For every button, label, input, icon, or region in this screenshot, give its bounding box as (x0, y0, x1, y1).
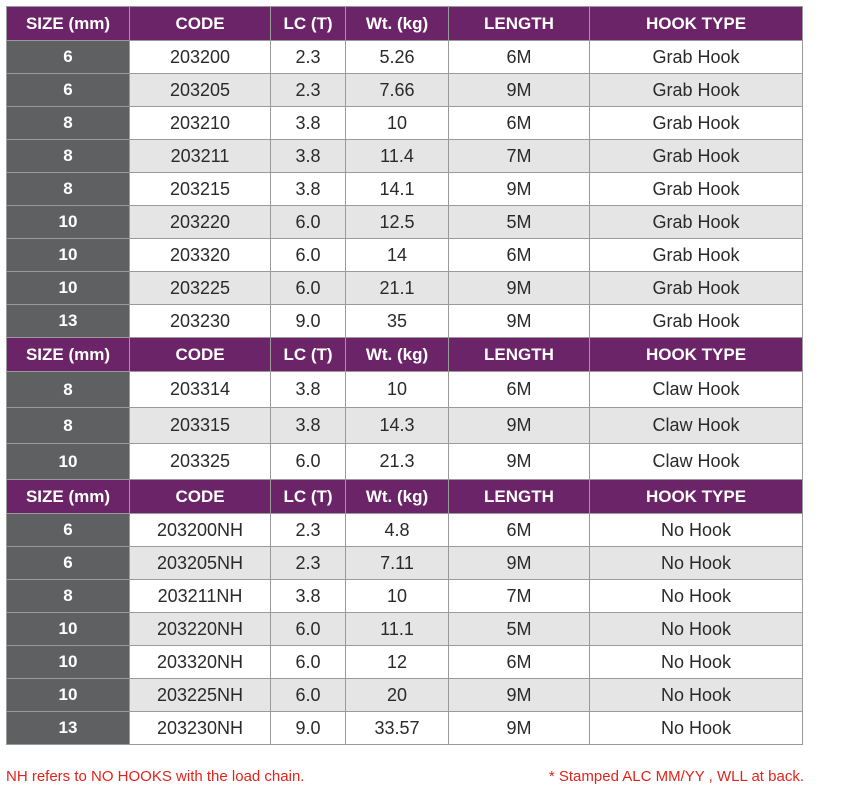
table-cell: 9M (449, 173, 590, 206)
table-row (7, 239, 803, 272)
size-cell: 10 (7, 679, 130, 712)
table-cell: 6.0 (271, 679, 346, 712)
table-cell: 203325 (130, 444, 271, 480)
table-cell: 203320NH (130, 646, 271, 679)
table-cell: 203225NH (130, 679, 271, 712)
table-cell: 203314 (130, 372, 271, 408)
column-header: SIZE (mm) (7, 338, 130, 372)
table-row (7, 679, 803, 712)
column-header: LC (T) (271, 480, 346, 514)
table-cell: 35 (346, 305, 449, 338)
table-cell: 203225 (130, 272, 271, 305)
table-cell: 20 (346, 679, 449, 712)
column-header: CODE (130, 338, 271, 372)
footnote-stamped: * Stamped ALC MM/YY , WLL at back. (548, 768, 804, 785)
table-cell: 3.8 (271, 107, 346, 140)
table-cell: 203200NH (130, 514, 271, 547)
table-row (7, 372, 803, 408)
table-cell: 203320 (130, 239, 271, 272)
table-cell: 203230 (130, 305, 271, 338)
table-cell: 9M (449, 444, 590, 480)
table-row (7, 580, 803, 613)
table-row (7, 74, 803, 107)
table-cell: Grab Hook (590, 173, 803, 206)
table-cell: 203211NH (130, 580, 271, 613)
table-cell: 6M (449, 107, 590, 140)
table-cell: 203215 (130, 173, 271, 206)
table-cell: 21.3 (346, 444, 449, 480)
footer-notes (6, 768, 806, 788)
size-cell: 6 (7, 41, 130, 74)
size-cell: 13 (7, 305, 130, 338)
size-cell: 13 (7, 712, 130, 745)
table-cell: 14 (346, 239, 449, 272)
table-cell: No Hook (590, 514, 803, 547)
table-row (7, 444, 803, 480)
table-cell: 7M (449, 580, 590, 613)
table-cell: 2.3 (271, 547, 346, 580)
size-cell: 6 (7, 74, 130, 107)
column-header: LC (T) (271, 338, 346, 372)
table-cell: 9M (449, 679, 590, 712)
table-cell: 9M (449, 272, 590, 305)
table-cell: 203205 (130, 74, 271, 107)
table-cell: 203315 (130, 408, 271, 444)
table-cell: Grab Hook (590, 305, 803, 338)
chain-spec-tables (6, 6, 802, 745)
table-cell: No Hook (590, 679, 803, 712)
size-cell: 6 (7, 514, 130, 547)
table-cell: 6.0 (271, 646, 346, 679)
table-cell: 11.4 (346, 140, 449, 173)
column-header: Wt. (kg) (346, 7, 449, 41)
column-header: CODE (130, 7, 271, 41)
header-row-claw-hook (7, 338, 803, 372)
footnote-nh: NH refers to NO HOOKS with the load chain. (6, 768, 305, 785)
table-row (7, 107, 803, 140)
table-cell: 7.66 (346, 74, 449, 107)
table-row (7, 140, 803, 173)
table-cell: 14.1 (346, 173, 449, 206)
column-header: LENGTH (449, 338, 590, 372)
column-header: SIZE (mm) (7, 480, 130, 514)
table-cell: 9.0 (271, 712, 346, 745)
table-cell: 9M (449, 408, 590, 444)
table-cell: No Hook (590, 646, 803, 679)
spec-table (6, 6, 803, 745)
size-cell: 10 (7, 206, 130, 239)
table-cell: Grab Hook (590, 107, 803, 140)
table-row (7, 206, 803, 239)
table-cell: No Hook (590, 712, 803, 745)
column-header: LENGTH (449, 7, 590, 41)
table-cell: 21.1 (346, 272, 449, 305)
table-cell: 6.0 (271, 444, 346, 480)
table-cell: Grab Hook (590, 74, 803, 107)
table-cell: 9M (449, 712, 590, 745)
table-cell: 7M (449, 140, 590, 173)
table-cell: 2.3 (271, 514, 346, 547)
table-cell: Grab Hook (590, 239, 803, 272)
header-row-no-hook (7, 480, 803, 514)
table-cell: 10 (346, 107, 449, 140)
table-cell: 203220 (130, 206, 271, 239)
table-cell: 6M (449, 372, 590, 408)
table-cell: 6.0 (271, 613, 346, 646)
table-cell: No Hook (590, 547, 803, 580)
table-cell: Grab Hook (590, 41, 803, 74)
table-cell: 203200 (130, 41, 271, 74)
table-cell: Claw Hook (590, 444, 803, 480)
column-header: LENGTH (449, 480, 590, 514)
size-cell: 8 (7, 372, 130, 408)
table-cell: 3.8 (271, 173, 346, 206)
table-cell: Grab Hook (590, 206, 803, 239)
table-cell: 9M (449, 547, 590, 580)
size-cell: 10 (7, 239, 130, 272)
column-header: HOOK TYPE (590, 7, 803, 41)
table-cell: 203211 (130, 140, 271, 173)
size-cell: 8 (7, 107, 130, 140)
column-header: CODE (130, 480, 271, 514)
table-cell: 2.3 (271, 74, 346, 107)
table-cell: 6M (449, 239, 590, 272)
table-row (7, 272, 803, 305)
table-cell: 6M (449, 41, 590, 74)
size-cell: 8 (7, 580, 130, 613)
size-cell: 8 (7, 173, 130, 206)
size-cell: 10 (7, 272, 130, 305)
size-cell: 6 (7, 547, 130, 580)
table-row (7, 712, 803, 745)
spec-table-body (7, 7, 803, 745)
column-header: HOOK TYPE (590, 338, 803, 372)
table-cell: 203230NH (130, 712, 271, 745)
size-cell: 8 (7, 408, 130, 444)
table-row (7, 514, 803, 547)
table-cell: Claw Hook (590, 408, 803, 444)
table-cell: Grab Hook (590, 140, 803, 173)
table-cell: No Hook (590, 580, 803, 613)
column-header: Wt. (kg) (346, 338, 449, 372)
table-row (7, 173, 803, 206)
column-header: HOOK TYPE (590, 480, 803, 514)
table-cell: 9.0 (271, 305, 346, 338)
table-cell: 2.3 (271, 41, 346, 74)
table-cell: 203220NH (130, 613, 271, 646)
size-cell: 8 (7, 140, 130, 173)
table-cell: 10 (346, 372, 449, 408)
size-cell: 10 (7, 613, 130, 646)
table-cell: 5.26 (346, 41, 449, 74)
table-cell: 3.8 (271, 140, 346, 173)
table-row (7, 41, 803, 74)
table-cell: 6.0 (271, 272, 346, 305)
table-cell: 6M (449, 514, 590, 547)
table-cell: 9M (449, 74, 590, 107)
table-cell: 11.1 (346, 613, 449, 646)
header-row-grab-hook (7, 7, 803, 41)
table-cell: 33.57 (346, 712, 449, 745)
table-cell: Claw Hook (590, 372, 803, 408)
table-cell: 5M (449, 613, 590, 646)
table-cell: 6.0 (271, 206, 346, 239)
table-row (7, 613, 803, 646)
table-cell: 3.8 (271, 372, 346, 408)
table-cell: 4.8 (346, 514, 449, 547)
table-cell: 203205NH (130, 547, 271, 580)
table-cell: 6.0 (271, 239, 346, 272)
table-cell: 14.3 (346, 408, 449, 444)
table-cell: No Hook (590, 613, 803, 646)
table-cell: 203210 (130, 107, 271, 140)
size-cell: 10 (7, 444, 130, 480)
table-row (7, 305, 803, 338)
column-header: Wt. (kg) (346, 480, 449, 514)
table-row (7, 547, 803, 580)
table-row (7, 408, 803, 444)
table-cell: 12 (346, 646, 449, 679)
table-cell: 5M (449, 206, 590, 239)
table-cell: 6M (449, 646, 590, 679)
column-header: SIZE (mm) (7, 7, 130, 41)
table-cell: 9M (449, 305, 590, 338)
table-cell: Grab Hook (590, 272, 803, 305)
table-cell: 7.11 (346, 547, 449, 580)
table-cell: 12.5 (346, 206, 449, 239)
table-cell: 3.8 (271, 408, 346, 444)
table-cell: 3.8 (271, 580, 346, 613)
table-cell: 10 (346, 580, 449, 613)
size-cell: 10 (7, 646, 130, 679)
table-row (7, 646, 803, 679)
column-header: LC (T) (271, 7, 346, 41)
